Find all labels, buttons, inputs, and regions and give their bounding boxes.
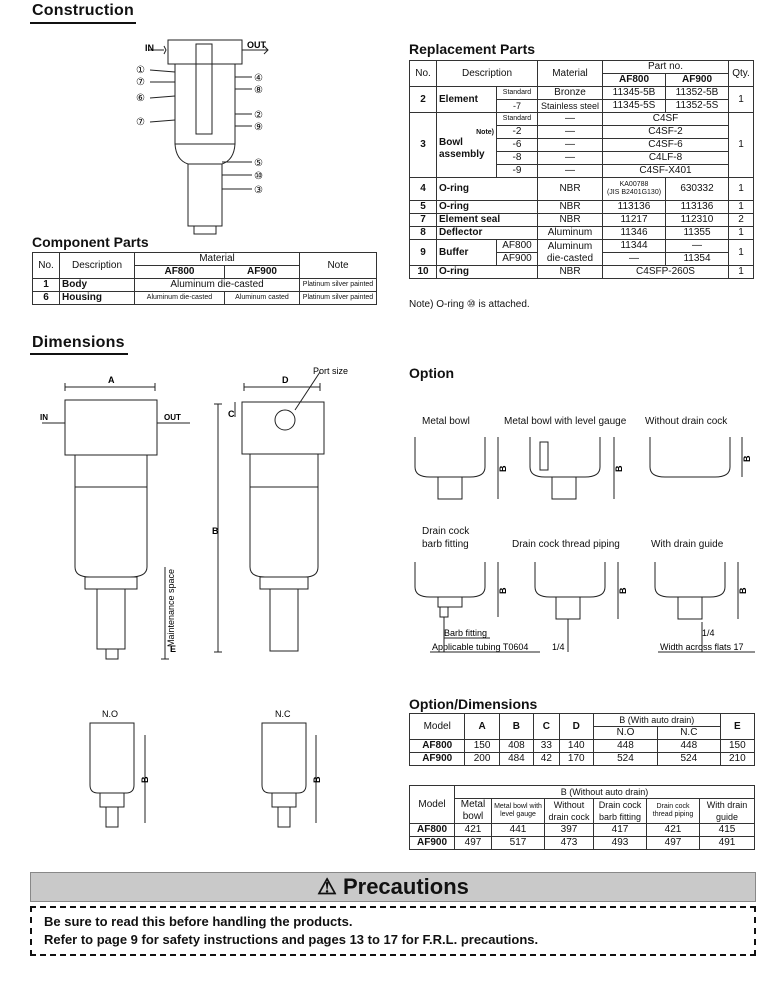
od2-r1-c5: 421 [647,824,700,837]
no-label-b: B [140,776,150,783]
od1-r2-c3: 42 [534,753,560,766]
no-label: N.O [102,709,119,719]
od2-r2-c5: 497 [647,837,700,850]
rp-buffer9-af900-row1: — [666,240,729,253]
od1-h-b: B [499,714,533,740]
cp-h-af800: AF800 [135,266,225,279]
od2-r1-c2: 441 [492,824,545,837]
rp-element-suffix-2: -7 [497,100,538,113]
rp-oring4-desc: O-ring [437,178,538,201]
od1-h-no: N.O [593,727,657,740]
rp-deflector8-af800: 11346 [603,227,666,240]
rp-bowl-suffix-2: -2 [497,126,538,139]
rp-element-af800-2: 11345-5S [603,100,666,113]
dimensions-drawing [30,362,390,670]
dim-port-size: Port size [313,366,349,376]
opt-quarter-1: 1/4 [552,642,565,652]
rp-oring5-no: 5 [410,201,437,214]
rp-deflector8-mat: Aluminum [538,227,603,240]
rp-bowl-suffix-1: Standard [497,113,538,126]
rp-element-af900-1: 11352-5B [666,87,729,100]
od2-r1-c6: 415 [700,824,755,837]
rp-bowl-part-4: C4LF-8 [603,152,729,165]
od1-r1-c0: AF800 [410,740,465,753]
rp-element-qty: 1 [729,87,754,113]
od2-h-metal: Metal bowl [455,799,492,824]
dimensions-title: Dimensions [32,334,125,351]
component-parts-title: Component Parts [32,234,149,250]
component-parts-table [32,252,377,305]
no-nc-drawing [70,705,330,845]
rp-buffer9-mat: Aluminum die-casted [538,240,603,266]
cp-h-af900: AF900 [224,266,299,279]
rp-h-partno: Part no. [603,61,729,74]
od1-r2-c1: 200 [465,753,499,766]
callout-right-7: ③ [254,185,263,196]
construction-out-label: OUT [247,40,266,50]
od2-r2-c6: 491 [700,837,755,850]
dim-label-d: D [282,375,289,385]
replacement-parts-note: Note) O-ring ⑩ is attached. [409,299,530,310]
od2-h-gauge: Metal bowl with level gauge [492,799,545,824]
rp-h-material: Material [538,61,603,87]
rp-deflector8-qty: 1 [729,227,754,240]
cp-r2-note: Platinum silver painted [300,292,377,305]
dim-out-label: OUT [164,413,181,422]
rp-buffer9-model2: AF900 [497,253,538,266]
od2-r1-c1: 421 [455,824,492,837]
rp-bowl-part-3: C4SF-6 [603,139,729,152]
od1-r2-c0: AF900 [410,753,465,766]
table-row [410,227,754,240]
rp-bowl-desc: Bowl assembly [439,137,485,160]
rp-element-desc: Element [437,87,497,113]
od1-r1-c2: 408 [499,740,533,753]
table-row [410,87,754,100]
rp-buffer9-af800: 11344 [603,240,666,253]
rp-bowl-mat-1: — [538,113,603,126]
od1-r2-c2: 484 [499,753,533,766]
rp-element-mat-1: Bronze [538,87,603,100]
od1-r1-c4: 140 [559,740,593,753]
rp-oring10-part: C4SFP-260S [603,266,729,279]
od1-h-model: Model [410,714,465,740]
table-row [410,266,754,279]
rp-seal7-af800: 11217 [603,214,666,227]
rp-oring10-qty: 1 [729,266,754,279]
rp-buffer9-desc: Buffer [437,240,497,266]
od1-h-nc: N.C [658,727,721,740]
callout-right-2: ⑧ [254,85,263,96]
table-row [410,240,754,253]
od1-r1-c6: 448 [658,740,721,753]
od1-h-b-auto: B (With auto drain) [593,714,720,727]
opt-level-gauge-label: Metal bowl with level gauge [504,416,627,427]
replacement-parts-title: Replacement Parts [409,41,536,57]
opt-quarter-2: 1/4 [702,628,715,638]
rp-oring10-mat: NBR [538,266,603,279]
od2-h-guide: With drain guide [700,799,755,824]
opt-b-1: B [498,465,508,472]
od1-r1-c7: 150 [720,740,754,753]
option-drawings [410,432,770,664]
rp-bowl-mat-5: — [538,165,603,178]
rp-oring5-af900: 113136 [666,201,729,214]
rp-element-af800-1: 11345-5B [603,87,666,100]
od2-h-barb: Drain cock barb fitting [594,799,647,824]
rp-seal7-af900: 112310 [666,214,729,227]
callout-right-4: ⑨ [254,122,263,133]
od1-h-e: E [720,714,754,740]
rp-oring10-no: 10 [410,266,437,279]
opt-b-2: B [614,465,624,472]
table-row [410,837,755,850]
opt-b-6: B [738,587,748,594]
construction-in-label: IN [145,43,154,53]
od2-h-without: Without drain cock [545,799,594,824]
dim-in-label: IN [40,413,48,422]
opt-flats: Width across flats 17 [660,642,744,652]
opt-thread-piping-label: Drain cock thread piping [512,539,620,550]
od1-h-c: C [534,714,560,740]
opt-barb-fitting: Barb fitting [444,628,488,638]
rp-bowl-part-5: C4SF-X401 [603,165,729,178]
od2-r2-c4: 493 [594,837,647,850]
rp-h-qty: Qty. [729,61,754,87]
rp-element-suffix-1: Standard [497,87,538,100]
precautions-line-1: Be sure to read this before handling the products. [44,914,353,929]
opt-b-3: B [742,455,752,462]
precautions-title: Precautions [342,874,469,899]
option-dimensions-table-1 [409,713,755,766]
rp-seal7-mat: NBR [538,214,603,227]
option-dimensions-title: Option/Dimensions [409,696,538,712]
table-row [410,824,755,837]
precautions-bar [30,872,756,902]
cp-r2-desc: Housing [60,292,135,305]
cp-h-desc: Description [60,253,135,279]
od2-h-thread: Drain cock thread piping [647,799,700,824]
dim-label-e: E [170,644,177,654]
od2-r2-c2: 517 [492,837,545,850]
od1-h-d: D [559,714,593,740]
rp-oring4-mat: NBR [538,178,603,201]
rp-bowl-mat-3: — [538,139,603,152]
table-row [410,201,754,214]
cp-r2-no: 6 [33,292,60,305]
rp-h-af900: AF900 [666,74,729,87]
od2-r2-c3: 473 [545,837,594,850]
rp-bowl-suffix-5: -9 [497,165,538,178]
table-row [410,753,755,766]
rp-bowl-suffix-3: -6 [497,139,538,152]
table-row [410,178,754,201]
table-row [33,279,377,292]
rp-seal7-no: 7 [410,214,437,227]
od2-r2-c1: 497 [455,837,492,850]
od1-r1-c3: 33 [534,740,560,753]
rp-seal7-qty: 2 [729,214,754,227]
od2-r1-c3: 397 [545,824,594,837]
dim-maintenance-space: Maintenance space [166,568,176,647]
opt-barb-label-2: barb fitting [422,539,469,550]
opt-b-4: B [498,587,508,594]
opt-b-5: B [618,587,628,594]
rp-buffer9-qty: 1 [729,240,754,266]
table-row [33,292,377,305]
table-row [410,113,754,126]
cp-r1-no: 1 [33,279,60,292]
cp-h-material: Material [135,253,300,266]
option-title: Option [409,365,455,381]
callout-left-4: ⑦ [136,117,145,128]
callout-right-5: ⑤ [254,158,263,169]
construction-diagram [130,32,280,242]
opt-tubing: Applicable tubing T0604 [432,642,529,652]
cp-r1-material: Aluminum die-casted [135,279,300,292]
table-row [410,214,754,227]
dim-label-b: B [212,526,219,536]
rp-bowl-part-1: C4SF [603,113,729,126]
opt-barb-label-1: Drain cock [422,526,470,537]
rp-oring4-qty: 1 [729,178,754,201]
rp-bowl-part-2: C4SF-2 [603,126,729,139]
nc-label-b: B [312,776,322,783]
opt-without-drain-label: Without drain cock [645,416,728,427]
od1-r1-c5: 448 [593,740,657,753]
rp-bowl-no: 3 [410,113,437,178]
rp-buffer9-af900: 11354 [666,253,729,266]
replacement-parts-table [409,60,754,279]
rp-deflector8-no: 8 [410,227,437,240]
od1-r2-c6: 524 [658,753,721,766]
dim-label-c: C [228,409,235,419]
rp-deflector8-af900: 11355 [666,227,729,240]
rp-h-no: No. [410,61,437,87]
construction-rule [30,22,136,24]
rp-oring5-af800: 113136 [603,201,666,214]
construction-title: Construction [32,2,134,19]
rp-oring4-af800-sub: (JIS B2401G130) [606,189,662,196]
rp-buffer9-af800-row2: — [603,253,666,266]
rp-oring4-no: 4 [410,178,437,201]
rp-bowl-qty: 1 [729,113,754,178]
rp-element-no: 2 [410,87,437,113]
rp-element-af900-2: 11352-5S [666,100,729,113]
rp-bowl-suffix-4: -8 [497,152,538,165]
od2-h-model: Model [410,786,455,824]
option-dimensions-table-2 [409,785,755,850]
rp-buffer9-model1: AF800 [497,240,538,253]
rp-oring10-desc: O-ring [437,266,538,279]
rp-oring5-mat: NBR [538,201,603,214]
rp-bowl-note: Note) [476,129,494,136]
opt-drain-guide-label: With drain guide [651,539,724,550]
cp-h-no: No. [33,253,60,279]
od2-r2-c0: AF900 [410,837,455,850]
od2-h-group: B (Without auto drain) [455,786,755,799]
precautions-box [30,906,756,956]
rp-oring5-qty: 1 [729,201,754,214]
od2-r1-c4: 417 [594,824,647,837]
opt-metal-bowl-label: Metal bowl [422,416,470,427]
callout-left-2: ⑦ [136,77,145,88]
callout-right-6: ⑩ [254,171,263,182]
cp-h-note: Note [300,253,377,279]
callout-right-3: ② [254,110,263,121]
callout-left-1: ① [136,65,145,76]
callout-left-3: ⑥ [136,93,145,104]
rp-buffer9-no: 9 [410,240,437,266]
od1-r2-c7: 210 [720,753,754,766]
cp-r1-note: Platinum silver painted [300,279,377,292]
dim-label-a: A [108,375,115,385]
warning-icon: ⚠ [317,874,337,899]
rp-seal7-desc: Element seal [437,214,538,227]
rp-oring4-af900: 630332 [666,178,729,201]
precautions-line-2: Refer to page 9 for safety instructions and pages 13 to 17 for F.R.L. precautions. [44,932,539,947]
nc-label: N.C [275,709,291,719]
rp-element-mat-2: Stainless steel [538,100,603,113]
od1-r1-c1: 150 [465,740,499,753]
rp-oring5-desc: O-ring [437,201,538,214]
rp-h-desc: Description [437,61,538,87]
od2-r1-c0: AF800 [410,824,455,837]
od1-r2-c4: 170 [559,753,593,766]
rp-deflector8-desc: Deflector [437,227,538,240]
od1-r2-c5: 524 [593,753,657,766]
od1-h-a: A [465,714,499,740]
rp-h-af800: AF800 [603,74,666,87]
rp-bowl-mat-4: — [538,152,603,165]
callout-right-1: ④ [254,73,263,84]
dimensions-rule [30,353,128,355]
cp-r1-desc: Body [60,279,135,292]
cp-r2-af800: Aluminum die-casted [135,292,225,305]
rp-oring4-af800: KA00788 [619,181,649,188]
table-row [410,740,755,753]
cp-r2-af900: Aluminum casted [224,292,299,305]
rp-bowl-mat-2: — [538,126,603,139]
